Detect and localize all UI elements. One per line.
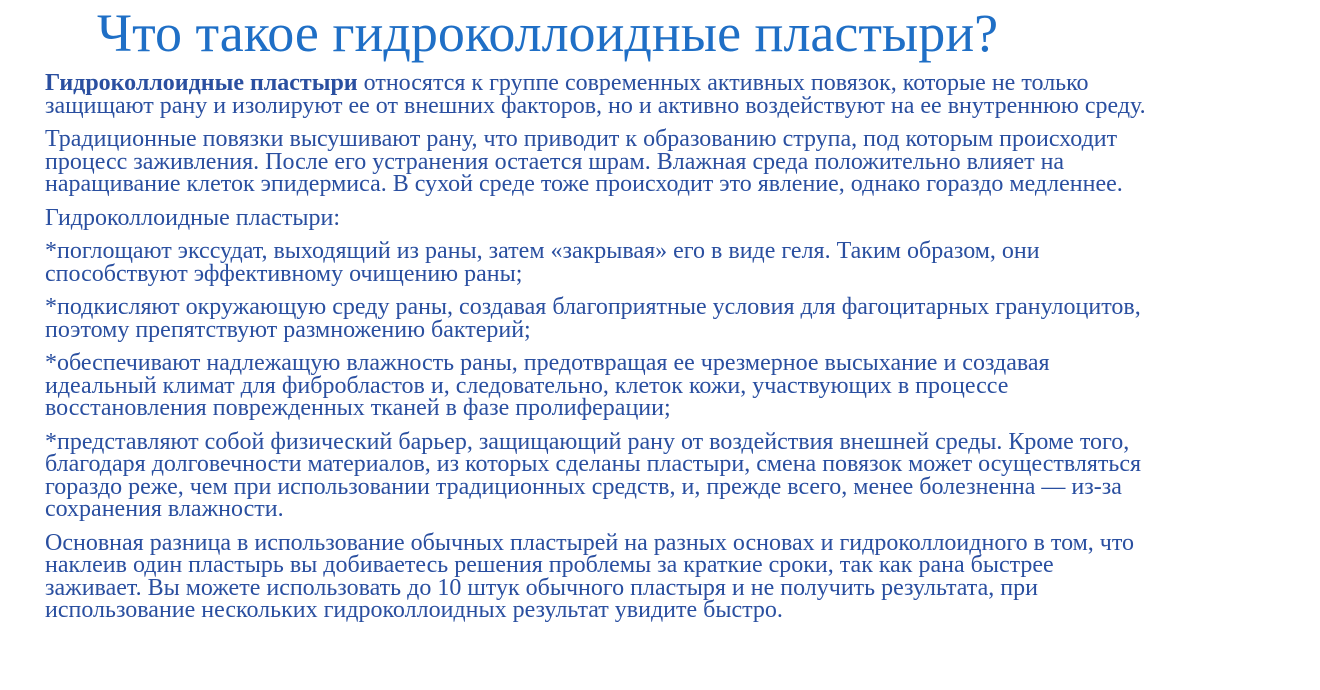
text-line <box>45 148 1285 175</box>
line-text: *поглощают экссудат, выходящий из раны, затем «закрывая» его в виде геля. Таким образом, они <box>45 238 1040 264</box>
text-line <box>45 599 1285 622</box>
line-text: поэтому препятствуют размножению бактерий; <box>45 316 531 343</box>
text-line <box>45 453 1285 476</box>
line-text: наращивание клеток эпидермиса. В сухой среде тоже происходит это явление, однако гораздо медленнее. <box>45 171 1123 197</box>
text-line <box>45 240 1285 263</box>
line-text: использование нескольких гидроколлоидных результат увидите быстро. <box>45 597 783 623</box>
line-text: *подкисляют окружающую среду раны, создавая благоприятные условия для фагоцитарных гранулоцитов, <box>45 294 1141 320</box>
paragraph <box>45 296 1285 341</box>
line-text: *обеспечивают надлежащую влажность раны, предотвращая ее чрезмерное высыхание и создавая <box>45 350 1050 376</box>
line-text: гораздо реже, чем при использовании традиционных средств, и, прежде всего, менее болезненна — из-за <box>45 473 1122 500</box>
line-text: Гидроколлоидные пластыри: <box>45 204 341 231</box>
text-line <box>45 173 1285 196</box>
paragraph <box>45 204 1285 231</box>
text-line <box>45 554 1285 577</box>
text-line <box>45 204 1285 231</box>
line-text: *представляют собой физический барьер, защищающий рану от воздействия внешней среды. Кроме того, <box>45 428 1130 455</box>
line-text: заживает. Вы можете использовать до 10 штук обычного пластыря и не получить результата, при <box>45 574 1038 601</box>
page-title: Что такое гидроколлоидные пластыри? <box>97 3 999 63</box>
text-line <box>45 372 1285 399</box>
text-line <box>45 352 1285 375</box>
line-text: способствуют эффективному очищению раны; <box>45 260 523 287</box>
paragraph <box>45 240 1285 285</box>
line-text: Основная разница в использование обычных пластырей на разных основах и гидроколлоидного в том, что <box>45 529 1135 556</box>
line-text: относятся к группе современных активных повязок, которые не только <box>357 70 1089 96</box>
text-line <box>45 128 1285 151</box>
text-line <box>45 473 1285 500</box>
paragraph <box>45 529 1285 623</box>
bold-term: Гидроколлоидные пластыри <box>45 70 358 96</box>
text-line <box>45 498 1285 521</box>
line-text: наклеив один пластырь вы добиваетесь решения проблемы за краткие сроки, так как рана быстрее <box>45 552 1054 578</box>
text-line <box>45 296 1285 319</box>
line-text: восстановления поврежденных тканей в фазе пролиферации; <box>45 395 671 421</box>
body-text <box>45 72 1285 633</box>
text-line <box>45 428 1285 455</box>
paragraph <box>45 352 1285 420</box>
line-text: сохранения влажности. <box>45 496 284 522</box>
line-text: Традиционные повязки высушивают рану, что приводит к образованию струпа, под которым происходит <box>45 126 1118 152</box>
text-line <box>45 574 1285 601</box>
line-text: идеальный климат для фибробластов и, следовательно, клеток кожи, участвующих в процессе <box>45 372 1009 399</box>
text-line <box>45 316 1285 343</box>
text-line <box>45 72 1285 95</box>
text-line <box>45 92 1285 119</box>
paragraph <box>45 128 1285 196</box>
line-text: благодаря долговечности материалов, из которых сделаны пластыри, смена повязок может осуществляться <box>45 451 1142 477</box>
text-line <box>45 529 1285 556</box>
line-text: процесс заживления. После его устранения остается шрам. Влажная среда положительно влияет на <box>45 148 1065 175</box>
line-text: защищают рану и изолируют ее от внешних факторов, но и активно воздействуют на ее внутреннюю среду. <box>45 92 1146 119</box>
paragraph <box>45 72 1285 117</box>
text-line <box>45 397 1285 420</box>
text-line <box>45 260 1285 287</box>
paragraph <box>45 428 1285 522</box>
